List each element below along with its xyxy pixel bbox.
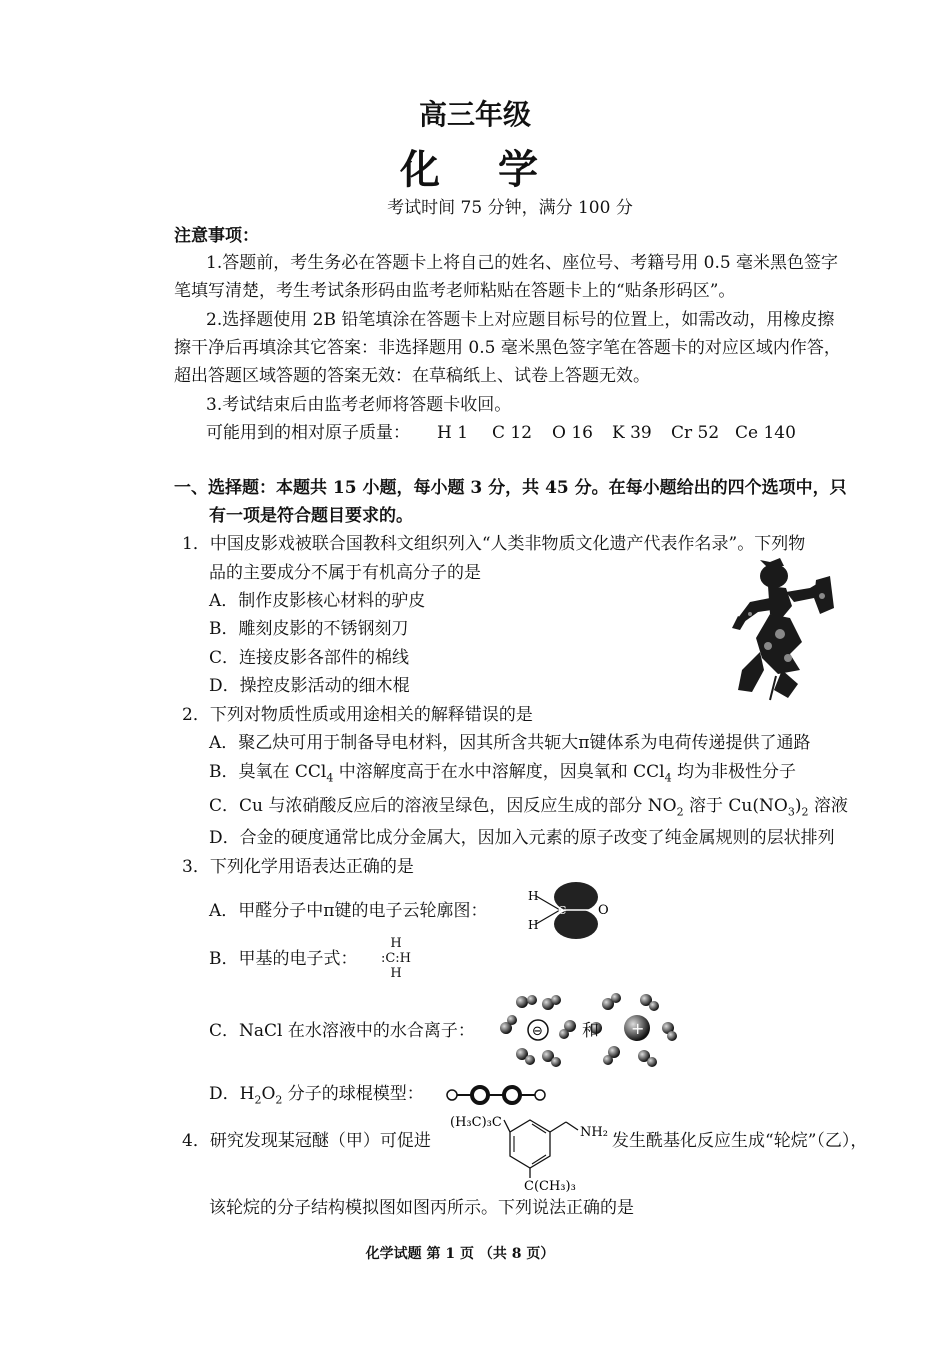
h2o2-ball-stick-model <box>446 1084 546 1106</box>
nh2-label: NH₂ <box>580 1125 608 1140</box>
q4-stem-line2: 该轮烷的分子结构模拟图如图丙所示。下列说法正确的是 <box>209 1198 634 1218</box>
grade-title: 高三年级 <box>418 98 531 131</box>
q1-stem: 1．中国皮影戏被联合国教科文组织列入“人类非物质文化遗产代表作名录”。下列物 <box>182 534 806 554</box>
q3-option-a: A．甲醛分子中π键的电子云轮廓图： <box>209 901 488 921</box>
notice-line: 超出答题区域答题的答案无效：在草稿纸上、试卷上答题无效。 <box>174 366 650 386</box>
q3-option-b: B．甲基的电子式： <box>209 949 358 969</box>
atomic-mass-o: O 16 <box>552 423 593 443</box>
notice-line: 擦干净后再填涂其它答案：非选择题用 0.5 毫米黑色签字笔在答题卡的对应区域内作答， <box>174 338 841 358</box>
q2-option-d: D．合金的硬度通常比成分金属大，因加入元素的原子改变了纯金属规则的层状排列 <box>209 828 835 848</box>
q1-option-a: A．制作皮影核心材料的驴皮 <box>209 591 426 611</box>
notice-line: 笔填写清楚，考生考试条形码由监考老师粘贴在答题卡上的“贴条形码区”。 <box>174 281 736 301</box>
formaldehyde-pi-bond-diagram <box>524 880 614 940</box>
notice-line: 1.答题前，考生务必在答题卡上将自己的姓名、座位号、考籍号用 0.5 毫米黑色签字 <box>206 253 839 273</box>
notice-line: 2.选择题使用 2B 铅笔填涂在答题卡上对应题目标号的位置上，如需改动，用橡皮擦 <box>206 310 835 330</box>
q4-stem: 4．研究发现某冠醚（甲）可促进 <box>182 1131 431 1151</box>
q2-option-c: C．Cu 与浓硝酸反应后的溶液呈绿色，因反应生成的部分 $NO_2$ 溶于 $Cu(NO_3)_2$ 溶液 <box>209 796 848 819</box>
q3-option-d: D．$H_2O_2$ 分子的球棍模型： <box>209 1084 424 1107</box>
q2-option-b: B．臭氧在 CCl$_4$ 中溶解度高于在水中溶解度，因臭氧和 CCl$_4$ 均为非极性分子 <box>209 762 797 785</box>
h-atom-label: H <box>528 889 539 903</box>
shadow-puppet-image <box>730 558 840 700</box>
tert-butyl-bottom-label: C(CH₃)₃ <box>524 1179 576 1194</box>
methyl-electron-formula: H :C:H H <box>380 936 412 981</box>
q1-option-b: B．雕刻皮影的不锈钢刻刀 <box>209 619 409 639</box>
q4-molecule-structure <box>450 1108 620 1192</box>
notice-title: 注意事项： <box>174 226 259 246</box>
atomic-mass-c: C 12 <box>492 423 533 443</box>
subject-title: 化 学 <box>400 146 560 193</box>
exam-info: 考试时间 75 分钟，满分 100 分 <box>387 198 633 218</box>
atomic-mass-label: 可能用到的相对原子质量： <box>206 423 410 443</box>
page-footer: 化学试题 第 1 页 （共 8 页） <box>365 1246 555 1262</box>
section-heading-cont: 有一项是符合题目要求的。 <box>209 506 413 526</box>
q2-stem: 2．下列对物质性质或用途相关的解释错误的是 <box>182 705 533 725</box>
atomic-mass-k: K 39 <box>612 423 652 443</box>
c-atom-label: C <box>558 904 567 917</box>
chloride-ion-sign: ⊖ <box>532 1024 543 1039</box>
h-atom-label: H <box>528 918 539 932</box>
q1-stem-cont: 品的主要成分不属于有机高分子的是 <box>209 563 481 583</box>
q1-option-d: D．操控皮影活动的细木棍 <box>209 676 410 696</box>
atomic-mass-cr: Cr 52 <box>671 423 720 443</box>
atomic-mass-h: H 1 <box>437 423 469 443</box>
notice-line: 3.考试结束后由监考老师将答题卡收回。 <box>206 395 512 415</box>
q4-stem-cont: 发生酰基化反应生成“轮烷”（乙）， <box>612 1131 868 1151</box>
q2-option-a: A．聚乙炔可用于制备导电材料，因其所含共轭大π键体系为电荷传递提供了通路 <box>209 733 811 753</box>
q3-stem: 3．下列化学用语表达正确的是 <box>182 857 414 877</box>
and-word: 和 <box>582 1021 599 1041</box>
o-atom-label: O <box>598 903 609 918</box>
sodium-ion-sign: + <box>631 1019 645 1038</box>
q1-option-c: C．连接皮影各部件的棉线 <box>209 648 410 668</box>
atomic-mass-ce: Ce 140 <box>735 423 796 443</box>
q3-option-c: C．NaCl 在水溶液中的水合离子： <box>209 1021 475 1041</box>
tert-butyl-top-label: (H₃C)₃C <box>450 1115 502 1130</box>
section-heading: 一、选择题：本题共 15 小题，每小题 3 分，共 45 分。在每小题给出的四个选项中，只 <box>174 478 847 498</box>
